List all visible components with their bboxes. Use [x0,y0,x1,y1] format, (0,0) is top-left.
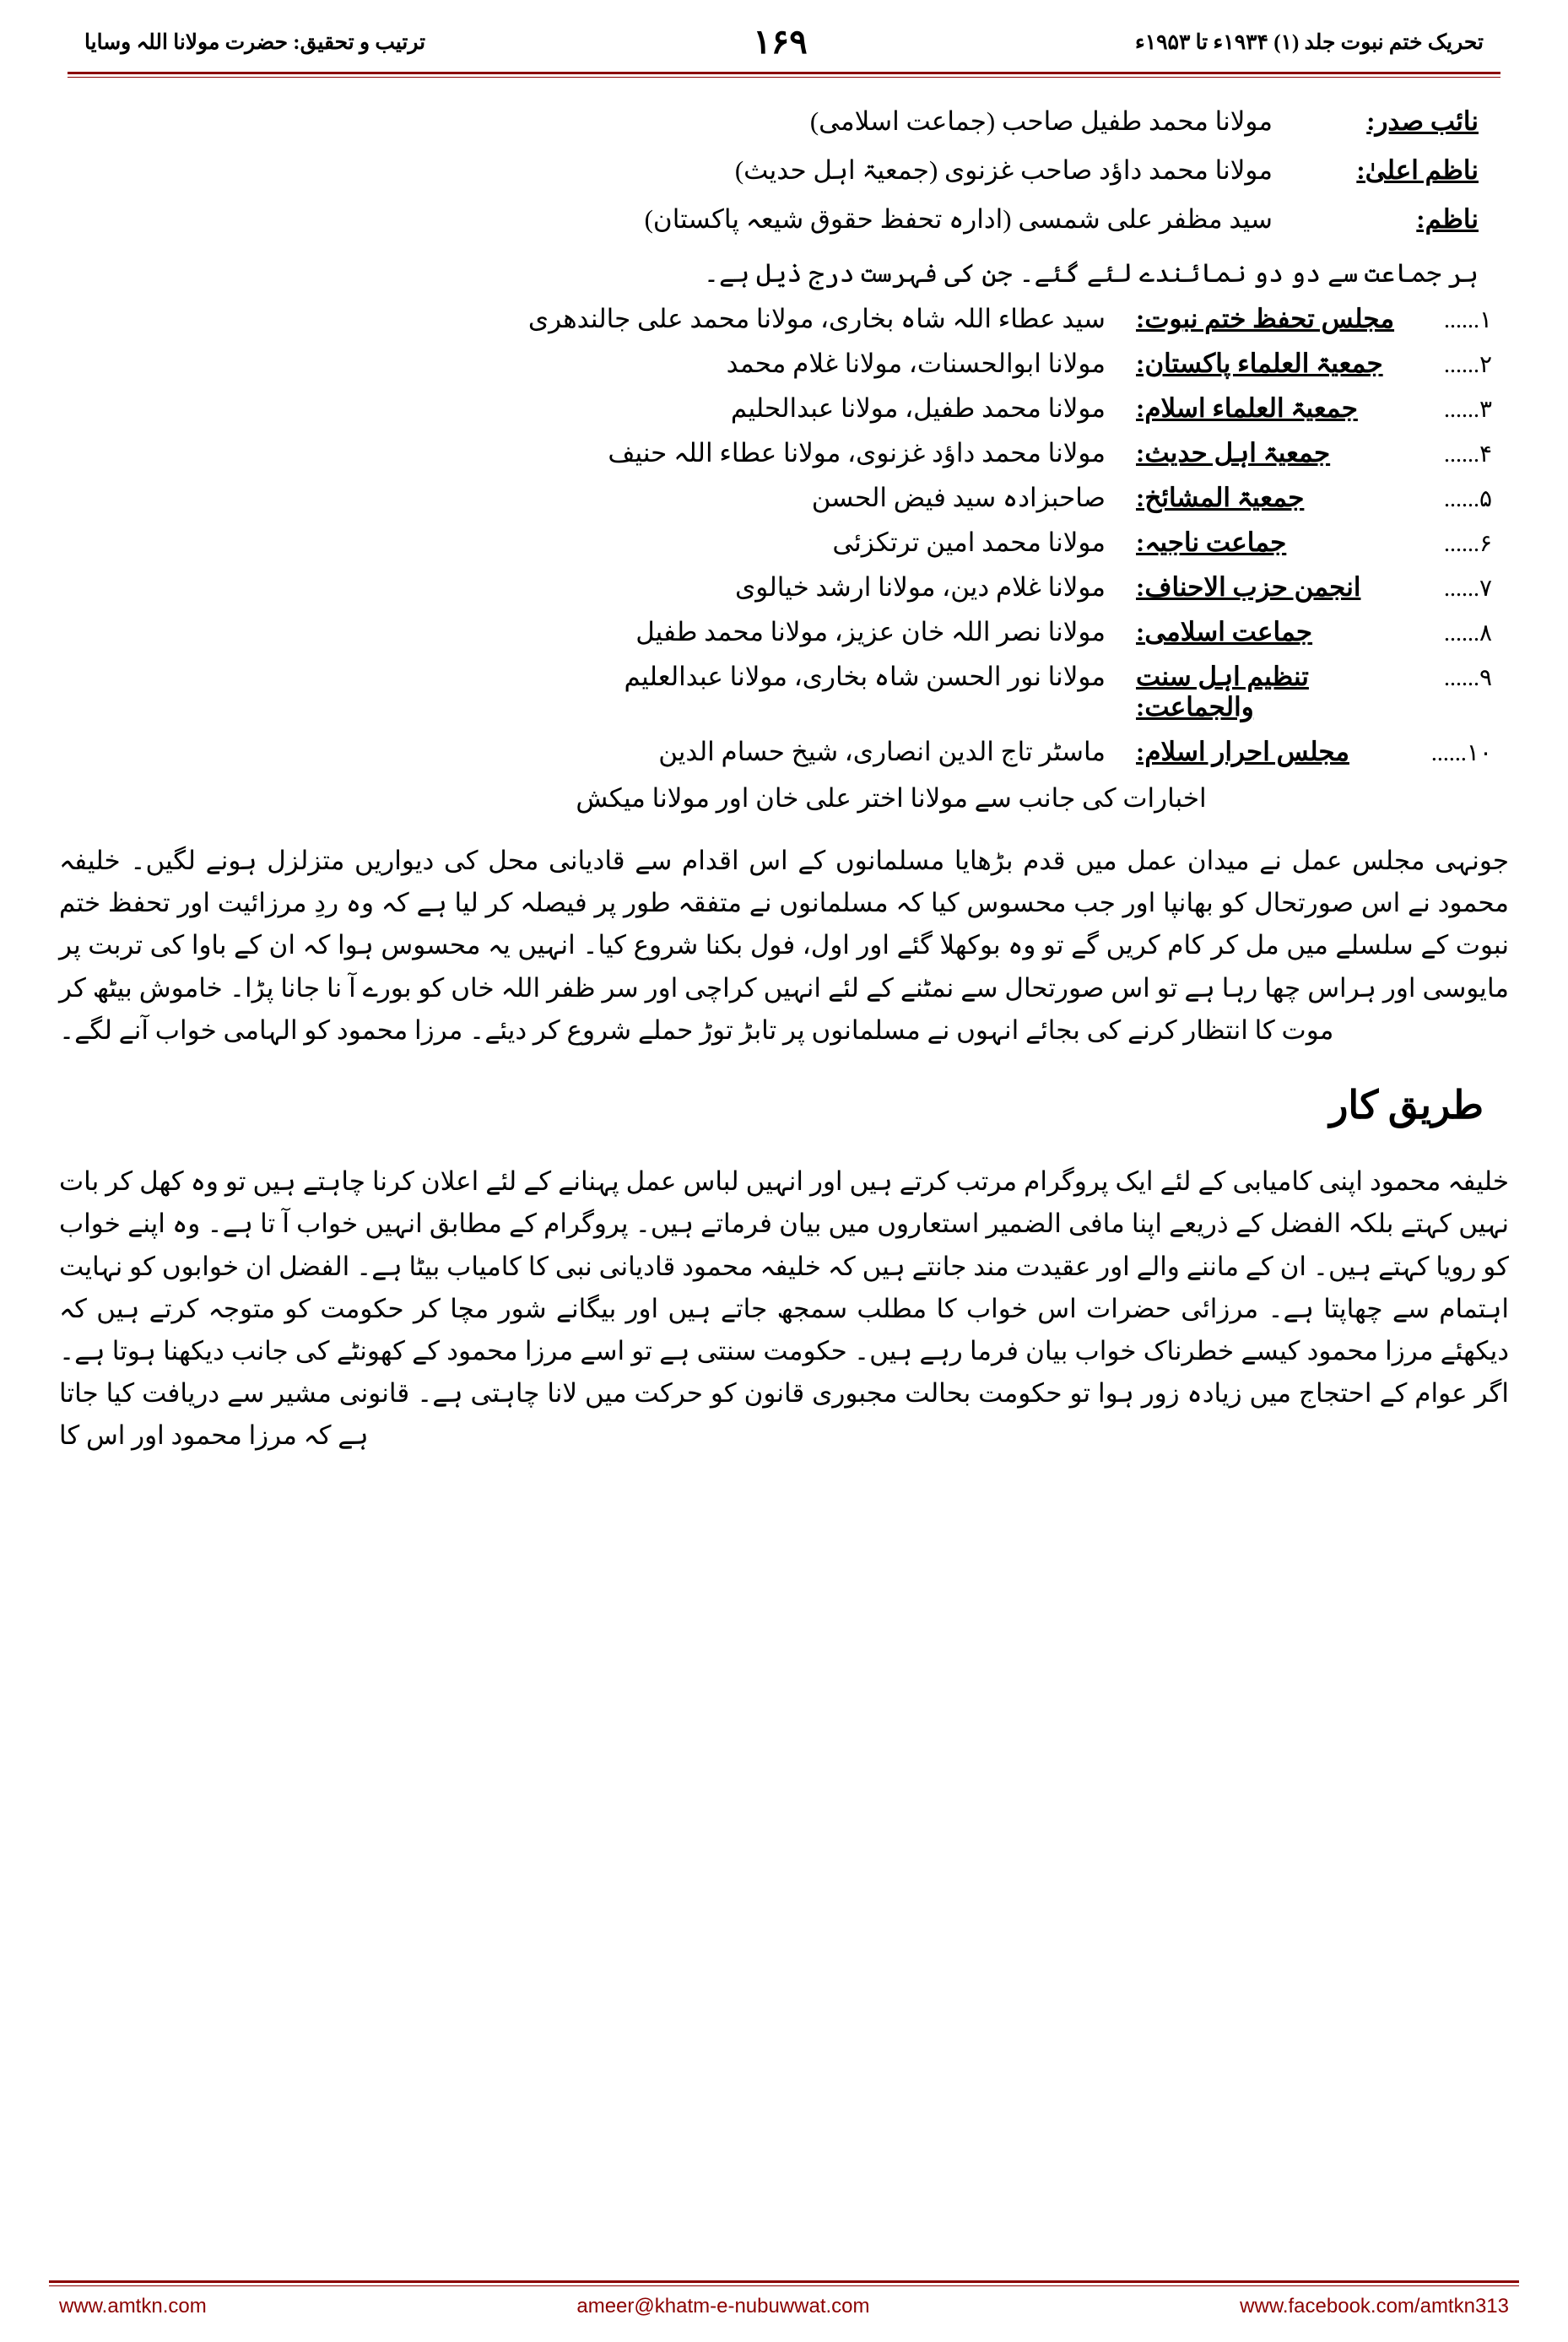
press-representatives-note: اخبارات کی جانب سے مولانا اختر علی خان اور مولانا میکش [576,783,1207,813]
officer-name: سید مظفر علی شمسی (ادارہ تحفظ حقوق شیعہ پاکستان) [644,204,1273,234]
officer-name: مولانا محمد داؤد صاحب غزنوی (جمعیۃ اہل حدیث) [734,155,1273,185]
officer-name: مولانا محمد طفیل صاحب (جماعت اسلامی) [809,106,1273,136]
list-item-number: ۱۰...... [1430,740,1492,766]
list-item-representatives: سید عطاء اللہ شاہ بخاری، مولانا محمد علی جالندھری [527,304,1106,333]
list-item-representatives: صاحبزادہ سید فیض الحسن [811,483,1106,512]
header-divider [68,72,1500,74]
header-left-text: تحریک ختم نبوت جلد (۱) ۱۹۳۴ء تا ۱۹۵۳ء [1134,30,1484,54]
officers-list [51,106,1517,235]
list-item-number: ۹...... [1443,665,1492,691]
list-item-number: ۷...... [1443,576,1492,602]
list-item-representatives: مولانا محمد طفیل، مولانا عبدالحلیم [730,393,1106,423]
list-item-representatives: مولانا ابوالحسنات، مولانا غلام محمد [726,349,1106,378]
list-item-representatives: مولانا محمد امین ترتکزئی [832,527,1106,557]
list-item [89,304,1492,334]
footer-facebook-link[interactable]: www.facebook.com/amtkn313 [1240,2295,1509,2318]
list-item [89,349,1492,379]
body-paragraph-2: خلیفہ محمود اپنی کامیابی کے لئے ایک پروگرام مرتب کرتے ہیں اور انہیں لباس عمل پہنانے کے لئے اعلان کرنا چاہتے ہیں تو وہ کھل کر بات نہیں کہتے بلکہ الفضل کے ذریعے اپنا مافی الضمیر استعاروں میں بیان فرماتے ہیں۔ پروگرام کے مطابق انہیں خواب آ تا ہے۔ وہ اپنے خواب کو رویا کہتے ہیں۔ ان کے ماننے والے اور عقیدت مند جانتے ہیں کہ خلیفہ محمود قادیانی نبی کا کامیاب بیٹا ہے۔ الفضل ان خوابوں کو نہایت اہتمام سے چھاپتا ہے۔ مرزائی حضرات اس خواب کا مطلب سمجھ جاتے ہیں اور بیگانے شور مچا کر حکومت کو متوجہ کرتے ہیں کہ دیکھئے مرزا محمود کیسے خطرناک خواب بیان فرما رہے ہیں۔ حکومت سنتی ہے تو اسے مرزا محمود کے کھونٹے کی جانب دیکھنا ہوتا ہے۔ اگر عوام کے احتجاج میں زیادہ زور ہوا تو حکومت بحالت مجبوری قانون کو حرکت میں لانا چاہتی ہے۔ قانونی مشیر سے دریافت کیا جاتا ہے کہ مرزا محمود اور اس کا [59,1166,1509,1451]
list-item-title: تنظیم اہل سنت والجماعت: [1136,662,1309,722]
list-item-title: جمعیۃ العلماء پاکستان: [1136,349,1383,378]
list-item-representatives: مولانا محمد داؤد غزنوی، مولانا عطاء اللہ حنیف [608,438,1106,468]
list-item-number: ۸...... [1443,620,1492,646]
list-item-title: جماعت ناجیہ: [1136,527,1287,557]
list-item [89,393,1492,424]
officer-title: نائب صدر: [1366,106,1479,136]
section-heading: طریق کار [1329,1084,1484,1128]
footer-divider [49,2280,1519,2283]
list-item-number: ۶...... [1443,531,1492,557]
page-number: ۱۶۹ [753,23,808,61]
list-item-representatives: مولانا نصر اللہ خان عزیز، مولانا محمد طفیل [635,617,1106,646]
footer-email[interactable]: ameer@khatm-e-nubuwwat.com [576,2295,870,2318]
page-footer [0,2280,1568,2318]
party-list [51,304,1517,767]
body-paragraph-1: جونہی مجلس عمل نے میدان عمل میں قدم بڑھایا مسلمانوں کے اس اقدام سے قادیانی محل کی دیواریں متزلزل ہونے لگیں۔ خلیفہ محمود نے اس صورتحال کو بھانپا اور جب محسوس کیا کہ مسلمانوں نے متفقہ طور پر فیصلہ کر لیا ہے کہ وہ ردِ مرزائیت اور تحفظ ختم نبوت کے سلسلے میں مل کر کام کریں گے تو وہ بوکھلا گئے اور اول، فول بکنا شروع کیا۔ انہیں یہ محسوس ہوا کہ ان کے باوا کی تربت پر مایوسی اور ہراس چھا رہا ہے تو اس صورتحال سے نمٹنے کے لئے انہیں کراچی اور سر ظفر اللہ خاں کو بورے آ نا جانا پڑا۔ خاموش بیٹھ کر موت کا انتظار کرنے کی بجائے انہوں نے مسلمانوں پر تابڑ توڑ حملے شروع کر دیئے۔ مرزا محمود کو الہامی خواب آنے لگے۔ [59,846,1509,1045]
list-item-title: مجلس تحفظ ختم نبوت: [1136,304,1395,333]
list-item-title: جماعت اسلامی: [1136,617,1313,646]
list-item-number: ۱...... [1443,307,1492,333]
officer-row [89,155,1479,186]
list-item [89,483,1492,513]
list-item-number: ۴...... [1443,441,1492,468]
list-item-title: انجمن حزب الاحناف: [1136,572,1361,602]
list-item [89,737,1492,767]
list-item-representatives: مولانا نور الحسن شاہ بخاری، مولانا عبدالعلیم [624,662,1106,691]
intro-line: ہر جماعت سے دو دو نمائندے لئے گئے۔ جن کی فہرست درج ذیل ہے۔ [703,258,1479,288]
list-item-representatives: ماسٹر تاج الدین انصاری، شیخ حسام الدین [658,737,1106,766]
officer-row [89,204,1479,235]
list-item-title: مجلس احرار اسلام: [1136,737,1349,766]
list-item [89,527,1492,558]
list-item [89,572,1492,603]
list-item-title: جمعیۃ اہل حدیث: [1136,438,1331,468]
list-item-number: ۵...... [1443,486,1492,512]
header-right-text: ترتیب و تحقیق: حضرت مولانا اللہ وسایا [84,30,426,54]
header-divider-thin [68,77,1500,78]
officer-title: ناظم اعلیٰ: [1356,155,1479,185]
list-item-title: جمعیۃ العلماء اسلام: [1136,393,1358,423]
list-item-number: ۲...... [1443,352,1492,378]
list-item [89,662,1492,722]
footer-website-link[interactable]: www.amtkn.com [59,2295,207,2318]
officer-row [89,106,1479,137]
list-item [89,438,1492,468]
list-item [89,617,1492,647]
list-item-number: ۳...... [1443,397,1492,423]
page-header [51,0,1517,68]
officer-title: ناظم: [1416,204,1479,234]
list-item-title: جمعیۃ المشائخ: [1136,483,1305,512]
list-item-representatives: مولانا غلام دین، مولانا ارشد خیالوی [735,572,1106,602]
